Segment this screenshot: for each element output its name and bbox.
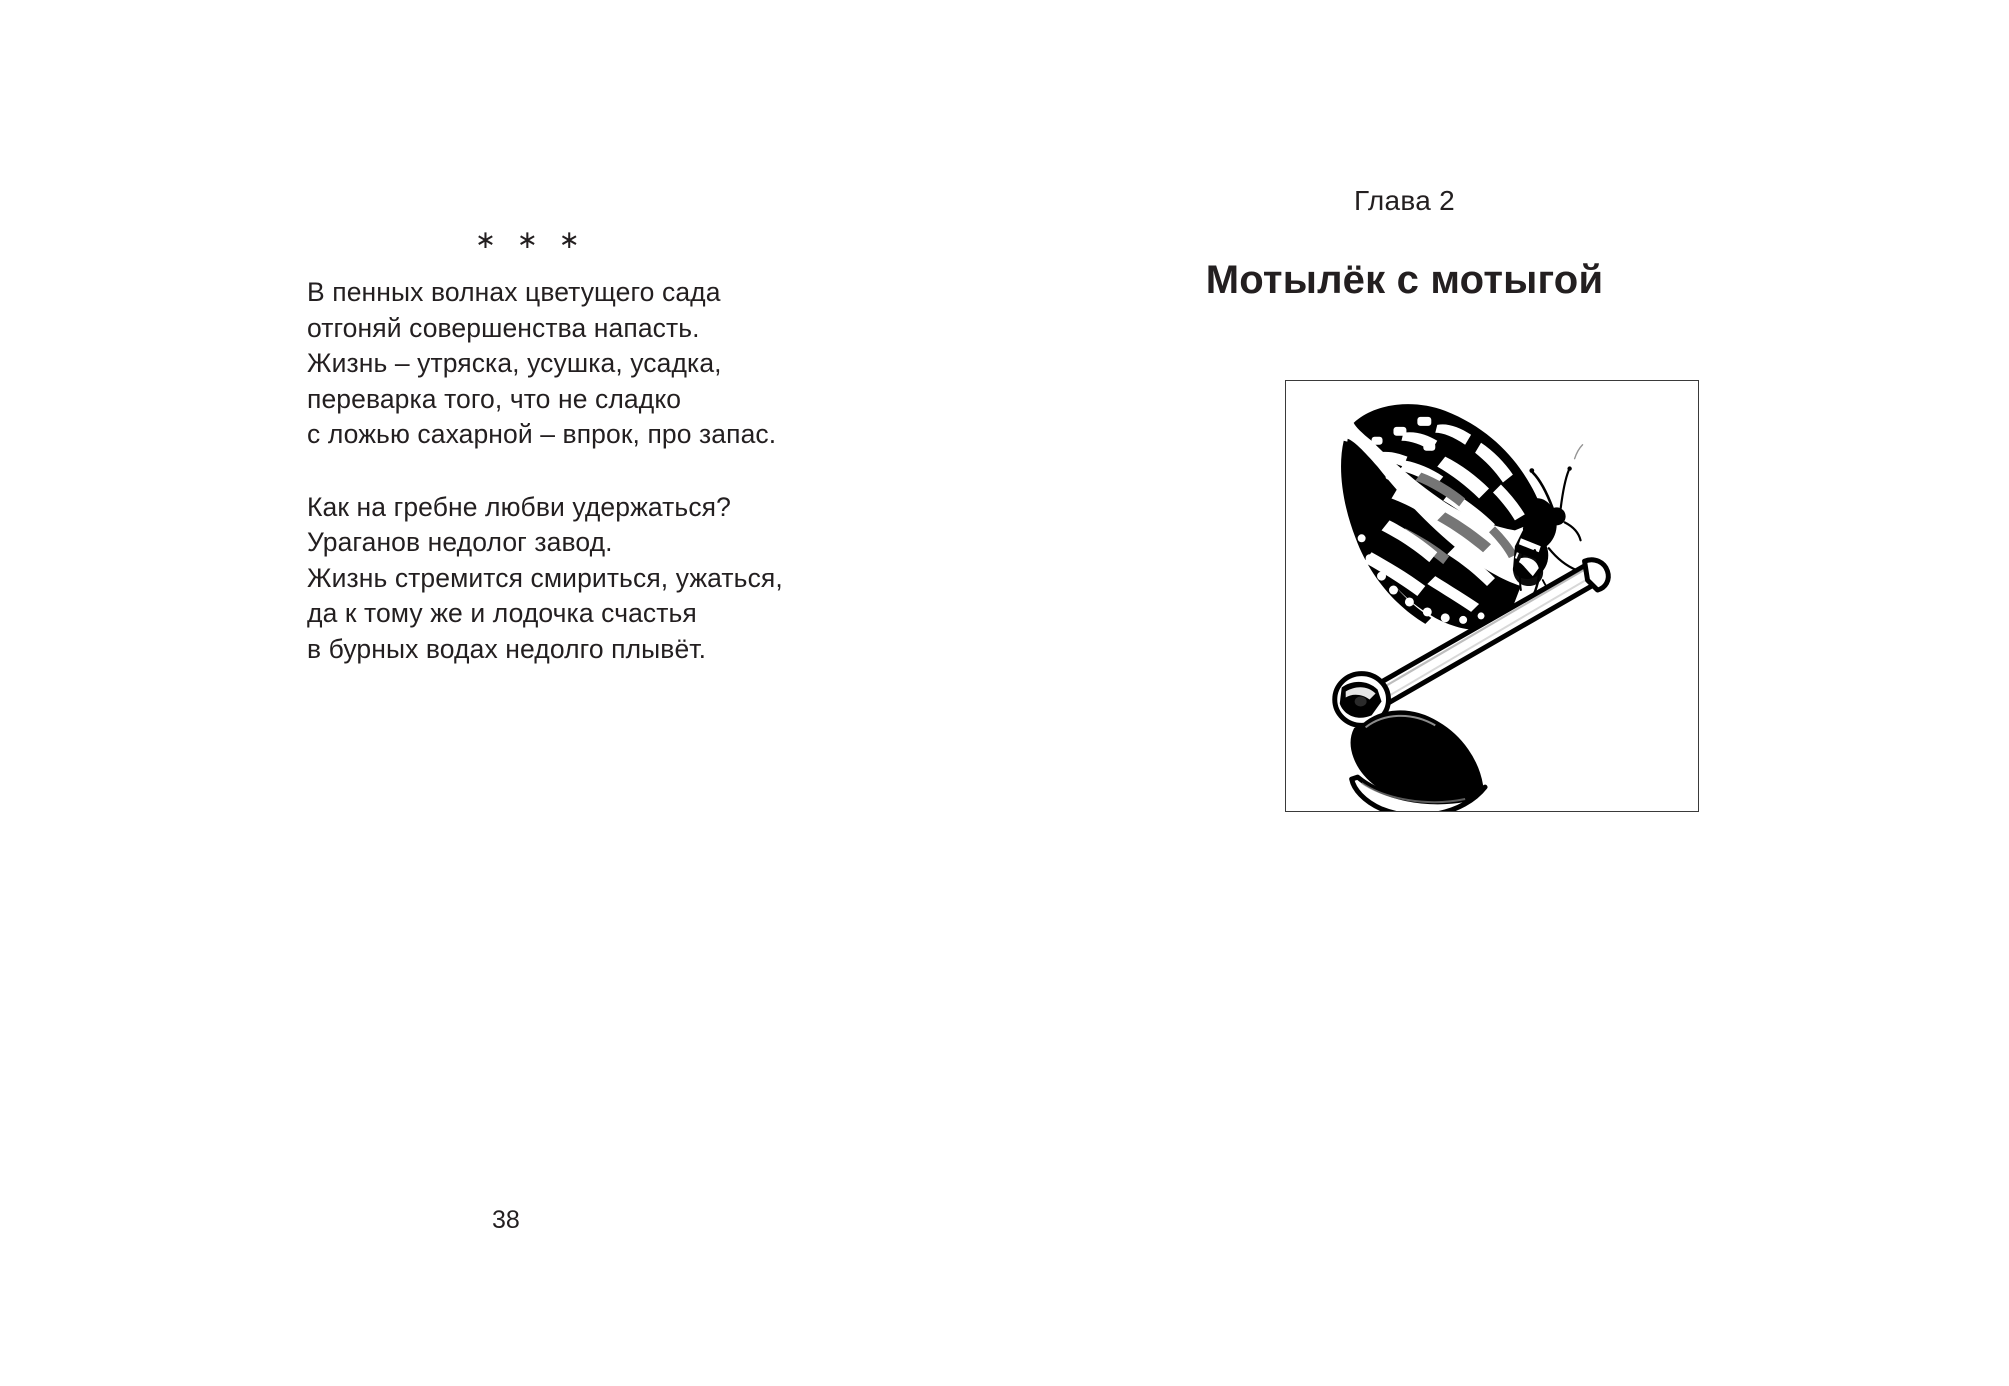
right-page bbox=[1004, 0, 2009, 1386]
poem-line: с ложью сахарной – впрок, про запас. bbox=[307, 419, 777, 449]
poem-line: Ураганов недолог завод. bbox=[307, 527, 613, 557]
poem-line: Жизнь стремится смириться, ужаться, bbox=[307, 562, 783, 593]
poem-block bbox=[307, 228, 867, 667]
left-page bbox=[0, 0, 1004, 1386]
poem-line: переварка того, что не сладко bbox=[307, 383, 682, 414]
chapter-label: Глава 2 bbox=[1353, 185, 1456, 216]
page-number: 38 bbox=[492, 1206, 520, 1234]
poem-line: Жизнь – утряска, усушка, усадка, bbox=[307, 348, 722, 378]
poem-line: отгоняй совершенства напасть. bbox=[307, 312, 700, 343]
poem-line: Как на гребне любви удержаться? bbox=[307, 491, 731, 522]
stanza-separator-asterisks: ∗ ∗ ∗ bbox=[475, 226, 587, 254]
illustration-frame bbox=[1285, 380, 1699, 812]
poem-line: в бурных водах недолго плывёт. bbox=[307, 633, 707, 664]
poem-line: В пенных волнах цветущего сада bbox=[307, 277, 721, 307]
poem-stanza-2 bbox=[307, 490, 867, 668]
poem-line: да к тому же и лодочка счастья bbox=[307, 598, 697, 628]
chapter-title: Мотылёк с мотыгой bbox=[1205, 258, 1604, 302]
butterfly-on-hoe-illustration bbox=[1286, 381, 1698, 811]
poem-stanza-1 bbox=[307, 275, 867, 453]
